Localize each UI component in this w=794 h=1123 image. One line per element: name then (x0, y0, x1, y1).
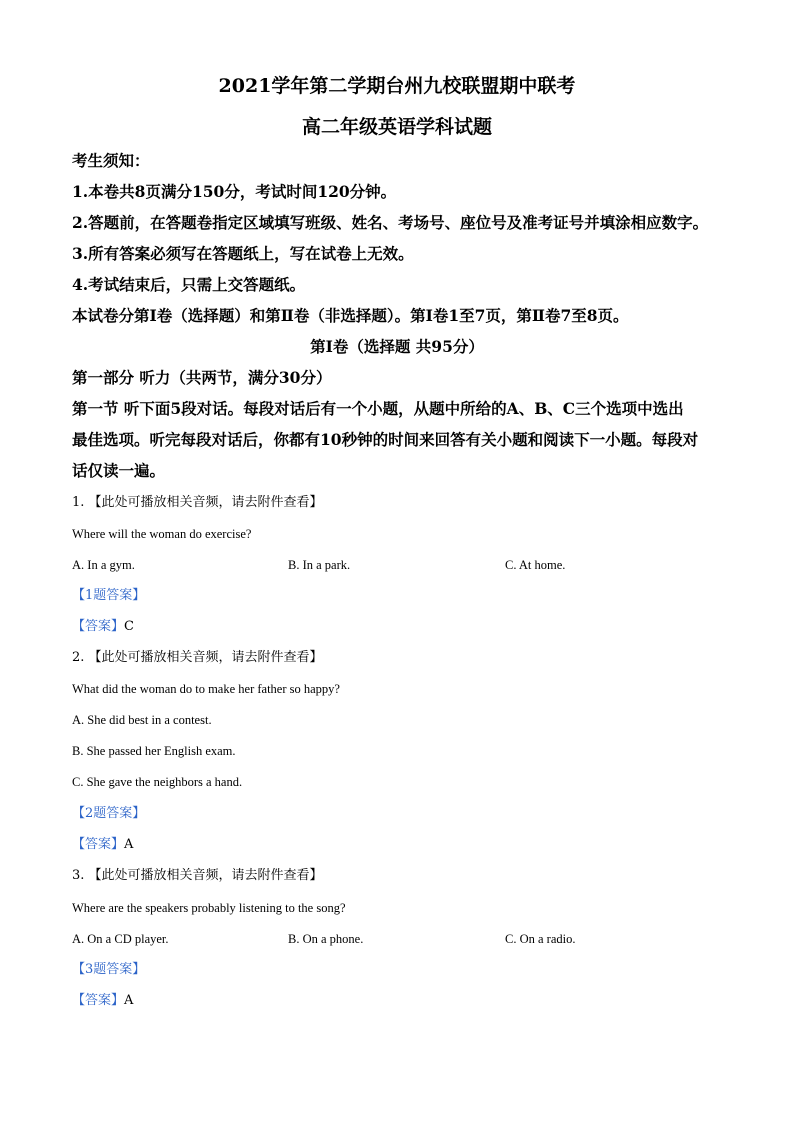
answer-value: A (124, 837, 134, 852)
question-1-answer-link[interactable]: 【1题答案】 (72, 588, 146, 603)
notice-heading: 考生须知： (72, 151, 150, 170)
question-number: 1. (72, 495, 85, 510)
question-3-answer-link[interactable]: 【3题答案】 (72, 962, 146, 977)
audio-note-link[interactable]: 【此处可播放相关音频，请去附件查看】 (88, 868, 323, 883)
question-3-answer (72, 993, 133, 1009)
notice-item-2: 2.答题前，在答题卷指定区域填写班级、姓名、考场号、座位号及准考证号并填涂相应数字。 (72, 213, 709, 232)
section-intro-line-1: 第一节 听下面5段对话。每段对话后有一个小题，从题中所给的A、B、C三个选项中选出 (72, 399, 684, 418)
question-1-option-c: C. At home. (505, 558, 566, 572)
volume-title: 第Ⅰ卷（选择题 共95分） (310, 337, 484, 356)
question-1-option-b: B. In a park. (288, 558, 351, 572)
question-3-option-c: C. On a radio. (505, 932, 576, 946)
question-1-answer (72, 619, 134, 635)
question-number: 2. (72, 650, 85, 665)
answer-value: A (124, 993, 134, 1008)
answer-label: 【答案】 (72, 837, 125, 852)
question-3-option-a: A. On a CD player. (72, 932, 169, 946)
answer-label: 【答案】 (72, 619, 125, 634)
question-2-answer-link[interactable]: 【2题答案】 (72, 806, 146, 821)
notice-item-1: 1.本卷共8页满分150分，考试时间120分钟。 (72, 182, 397, 201)
question-1-text: Where will the woman do exercise? (72, 527, 252, 541)
exam-subtitle: 高二年级英语学科试题 (301, 116, 492, 138)
part-title: 第一部分 听力（共两节，满分30分） (72, 368, 332, 387)
question-number: 3. (72, 868, 85, 883)
question-3-text: Where are the speakers probably listening to the song? (72, 901, 346, 915)
question-2-option-a: A. She did best in a contest. (72, 713, 212, 727)
answer-label: 【答案】 (72, 993, 125, 1008)
exam-title: 2021学年第二学期台州九校联盟期中联考 (218, 75, 576, 97)
question-2-answer (72, 837, 133, 853)
answer-value: C (124, 619, 134, 634)
audio-note-link[interactable]: 【此处可播放相关音频，请去附件查看】 (88, 495, 323, 510)
question-2-text: What did the woman do to make her father so happy? (72, 682, 340, 696)
question-2-header (72, 650, 323, 666)
section-intro-line-3: 话仅读一遍。 (72, 461, 166, 480)
paper-structure: 本试卷分第Ⅰ卷（选择题）和第Ⅱ卷（非选择题）。第Ⅰ卷1至7页，第Ⅱ卷7至8页。 (72, 306, 629, 325)
question-2-option-b: B. She passed her English exam. (72, 744, 236, 758)
notice-item-3: 3.所有答案必须写在答题纸上，写在试卷上无效。 (72, 244, 414, 263)
question-1-option-a: A. In a gym. (72, 558, 135, 572)
question-3-option-b: B. On a phone. (288, 932, 364, 946)
notice-item-4: 4.考试结束后，只需上交答题纸。 (72, 275, 306, 294)
question-2-option-c: C. She gave the neighbors a hand. (72, 775, 243, 789)
question-1-header (72, 495, 323, 511)
audio-note-link[interactable]: 【此处可播放相关音频，请去附件查看】 (88, 650, 323, 665)
question-3-header (72, 868, 323, 884)
section-intro-line-2: 最佳选项。听完每段对话后，你都有10秒钟的时间来回答有关小题和阅读下一小题。每段对 (72, 430, 699, 449)
